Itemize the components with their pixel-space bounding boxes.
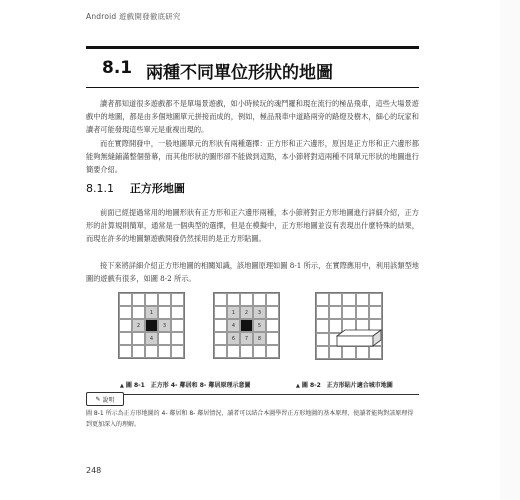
grid-cell-label: 3 (158, 319, 171, 332)
note-label: 說明 (102, 396, 115, 404)
eight-neighbor-grid (213, 292, 280, 359)
section-number: 8.1 (102, 58, 133, 78)
paragraph-intro: 讀者都知道很多遊戲都不是單場景遊戲，如小時候玩的魂鬥羅和現在流行的極品飛車，這些大場景遊戲中的地圖，都是由多個地圖單元拼接而成的，例如，極品飛車中道路兩旁的路燈及樹木，細心的玩家和讀者可能發現這些單元是重複出現的。 (86, 99, 419, 134)
grid-cell-label: 6 (227, 332, 240, 345)
section-heading (86, 46, 419, 88)
pencil-icon: ✎ (95, 395, 101, 403)
grid-cell-label: 2 (240, 306, 253, 319)
grid-cell-label: 1 (145, 306, 158, 319)
caption-text: 圖 8-2 正方形貼片適合城市地圖 (301, 382, 393, 389)
grid-cell-label: 3 (253, 306, 266, 319)
grid-cell-label: 7 (240, 332, 253, 345)
paragraph-square-intro: 前面已經提過常用的地圖形狀有正方形和正六邊形兩種，本小節將對正方形地圖進行詳細介紹，正方形的計算規則簡單，通常是一個典型的選擇，但是在模擬中，正方形地圖並沒有表現出什麼特殊的結果，而現在許多的地圖類遊戲開發仍然採用的是正方形貼圖。 (86, 208, 419, 243)
subsection-heading (86, 180, 185, 196)
grid-cell-label: 1 (227, 306, 240, 319)
page-number: 248 (86, 466, 102, 475)
figure-area (118, 292, 408, 374)
city-tile-grid (315, 292, 383, 360)
paragraph-shapes: 而在實際開發中，一般地圖單元的形狀有兩種選擇：正方形和正六邊形，原因是正方形和正六邊形都能夠無縫鋪滿整個螢幕，而其他形狀的圖形卻不能做到這點，本小節將對這兩種不同單元形狀的地圖進行簡要介紹。 (86, 139, 419, 174)
note-text: 圖 8-1 所示為正方形地圖的 4- 鄰居和 8- 鄰居情況，讀者可以結合本圖學習正方形地圖的基本原理，使讀者能夠對該原理得到更加深入的理解。 (86, 410, 414, 428)
grid-cell-label: 2 (132, 319, 145, 332)
running-title: Android 遊戲開發徹底研究 (86, 12, 181, 21)
grid-cell-label: 5 (253, 319, 266, 332)
subsection-number: 8.1.1 (86, 182, 114, 195)
page-margin (500, 0, 520, 500)
caption-text: 圖 8-1 正方形 4- 鄰居和 8- 鄰居原理示意圖 (125, 382, 251, 389)
paragraph-figure-ref: 接下來將詳細介紹正方形地圖的相關知識，該地圖原理如圖 8-1 所示，在實際應用中，利用該類型地圖的遊戲有很多，如圖 8-2 所示。 (86, 261, 419, 283)
note-badge (86, 392, 124, 406)
figure-caption-1 (120, 380, 250, 389)
triangle-icon: ▲ (120, 383, 124, 389)
grid-cell-label: 4 (227, 319, 240, 332)
grid-cell-label: 8 (253, 332, 266, 345)
subsection-title: 正方形地圖 (129, 182, 185, 195)
building-illustration (335, 328, 383, 348)
four-neighbor-grid (118, 292, 185, 359)
triangle-icon: ▲ (296, 383, 300, 389)
note-divider (86, 394, 419, 395)
figure-caption-2 (296, 380, 393, 389)
grid-cell-label: 4 (145, 332, 158, 345)
section-title: 兩種不同單位形狀的地圖 (146, 63, 333, 83)
